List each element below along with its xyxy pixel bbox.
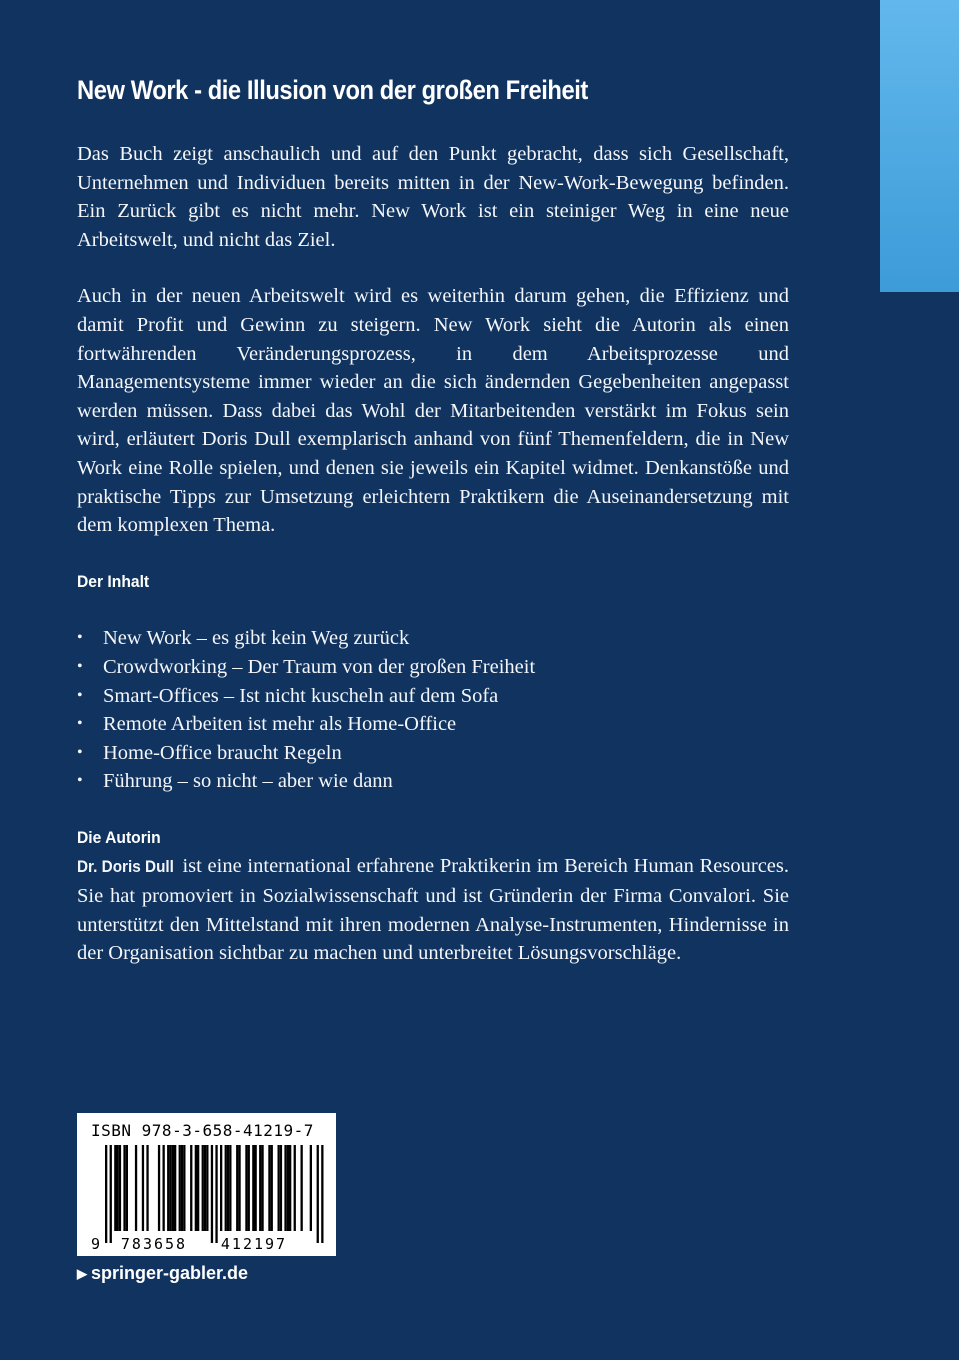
barcode-bar xyxy=(220,1145,222,1231)
list-item-text: New Work – es gibt kein Weg zurück xyxy=(103,627,410,650)
barcode-bar xyxy=(284,1145,286,1231)
list-item-text: Home-Office braucht Regeln xyxy=(103,741,342,764)
barcode-bar xyxy=(135,1145,137,1231)
book-title: New Work - die Illusion von der großen Freiheit xyxy=(77,75,588,105)
barcode-bar xyxy=(197,1145,199,1231)
barcode-bars xyxy=(105,1145,324,1243)
barcode-bar xyxy=(117,1145,119,1231)
barcode-bar xyxy=(225,1145,227,1231)
barcode-bar xyxy=(158,1145,160,1231)
isbn-barcode xyxy=(77,1113,336,1256)
list-item-text: Führung – so nicht – aber wie dann xyxy=(103,770,393,793)
list-item xyxy=(77,767,789,796)
arrow-right-icon: ▶ xyxy=(77,1266,87,1281)
description-paragraph: Auch in der neuen Arbeitswelt wird es weiterhin darum gehen, die Effizienz und damit Profit und Gewinn zu steigern. New Work sieht die Autorin als einen fortwährenden Veränderungsprozess, in dem Arbeitsprozesse und Managementsysteme immer wieder an die sich ändernden Gegebenheiten angepasst werden müssen. Dass dabei das Wohl der Mitarbeitenden verstärkt im Fokus sein wird, erläutert Doris Dull exemplarisch anhand von fünf Themenfeldern, die in New Work eine Rolle spielen, und denen sie jeweils ein Kapitel widmet. Denkanstöße und praktische Tipps zur Umsetzung erleichtern Praktikern die Auseinandersetzung mit dem komplexen Thema. xyxy=(77,285,789,537)
barcode-bar xyxy=(248,1145,250,1231)
list-item xyxy=(77,739,789,768)
barcode-bar xyxy=(181,1145,183,1231)
barcode-bar xyxy=(202,1145,204,1231)
barcode-bar xyxy=(146,1145,148,1231)
barcode-bar xyxy=(301,1145,303,1231)
intro-paragraph: Das Buch zeigt anschaulich und auf den Punkt gebracht, dass sich Gesellschaft, Unternehmen und Individuen bereits mitten in der New-Work-Bewegung befinden. Ein Zurück gibt es nicht mehr. New Work ist ein steiniger Weg in eine neue Arbeitswelt, und nicht das Ziel. xyxy=(77,143,789,251)
barcode-graphic xyxy=(87,1145,327,1253)
contents-heading: Der Inhalt xyxy=(77,571,150,591)
list-item xyxy=(77,624,789,653)
bullet-icon: • xyxy=(77,772,83,790)
barcode-bar xyxy=(229,1145,231,1231)
barcode-bar xyxy=(183,1145,185,1231)
accent-bar xyxy=(880,0,959,292)
author-name: Dr. Doris Dull xyxy=(77,857,174,877)
barcode-bar xyxy=(110,1145,112,1243)
barcode-bar xyxy=(167,1145,169,1231)
barcode-bar xyxy=(255,1145,257,1231)
barcode-bar xyxy=(227,1145,229,1231)
author-bio-text: ist eine international erfahrene Praktikerin im Bereich Human Resources. Sie hat promoviert in Sozialwissenschaft und ist Gründerin der Firma Convalori. Sie unterstützt den Mittelstand mit ihren modernen Analyse-Instrumenten, Hindernisse in der Organisation sichtbar zu machen und unterbreitet Lösungsvorschläge. xyxy=(77,855,790,965)
barcode-bar xyxy=(114,1145,116,1231)
publisher-url: springer-gabler.de xyxy=(91,1263,249,1283)
barcode-bar xyxy=(278,1145,280,1231)
barcode-bar xyxy=(190,1145,192,1231)
barcode-bar xyxy=(206,1145,208,1231)
barcode-bar xyxy=(289,1145,291,1231)
barcode-bar xyxy=(245,1145,247,1231)
list-item xyxy=(77,682,789,711)
barcode-digits-left: 783658 xyxy=(120,1235,188,1253)
list-item xyxy=(77,653,789,682)
barcode-bar xyxy=(321,1145,323,1243)
list-item-text: Smart-Offices – Ist nicht kuscheln auf dem Sofa xyxy=(103,684,499,707)
barcode-bar xyxy=(174,1145,176,1231)
barcode-bar xyxy=(317,1145,319,1243)
barcode-bar xyxy=(268,1145,270,1231)
barcode-bar xyxy=(271,1145,273,1231)
bullet-icon: • xyxy=(77,743,83,761)
barcode-bar xyxy=(179,1145,181,1231)
bullet-icon: • xyxy=(77,629,83,647)
author-heading: Die Autorin xyxy=(77,827,161,847)
barcode-bar xyxy=(238,1145,240,1231)
bullet-icon: • xyxy=(77,657,83,675)
list-item-text: Remote Arbeiten ist mehr als Home-Office xyxy=(103,713,457,736)
barcode-bar xyxy=(215,1145,217,1243)
barcode-bar xyxy=(142,1145,144,1231)
barcode-bar xyxy=(126,1145,128,1231)
isbn-label: ISBN 978-3-658-41219-7 xyxy=(91,1121,314,1140)
bullet-icon: • xyxy=(77,715,83,733)
barcode-bar xyxy=(172,1145,174,1231)
list-item-text: Crowdworking – Der Traum von der großen Freiheit xyxy=(103,655,536,678)
barcode-bar xyxy=(261,1145,263,1231)
barcode-bar xyxy=(280,1145,282,1231)
cover-text xyxy=(77,70,789,968)
barcode-bar xyxy=(211,1145,213,1243)
barcode-bar xyxy=(310,1145,312,1231)
author-bio xyxy=(77,852,789,967)
barcode-bar xyxy=(294,1145,296,1231)
list-item xyxy=(77,710,789,739)
barcode-bar xyxy=(163,1145,165,1231)
barcode-bar xyxy=(123,1145,125,1231)
barcode-bar xyxy=(252,1145,254,1231)
barcode-bar xyxy=(119,1145,121,1231)
barcode-bar xyxy=(195,1145,197,1231)
barcode-digits-right: 412197 xyxy=(220,1235,288,1253)
barcode-bar xyxy=(105,1145,107,1243)
contents-list xyxy=(77,624,789,796)
barcode-bar xyxy=(287,1145,289,1231)
barcode-bar xyxy=(236,1145,238,1231)
barcode-digit-first: 9 xyxy=(91,1235,101,1253)
publisher-link[interactable] xyxy=(77,1260,248,1287)
barcode-bar xyxy=(204,1145,206,1231)
barcode-bar xyxy=(169,1145,171,1231)
barcode-bar xyxy=(259,1145,261,1231)
bullet-icon: • xyxy=(77,686,83,704)
